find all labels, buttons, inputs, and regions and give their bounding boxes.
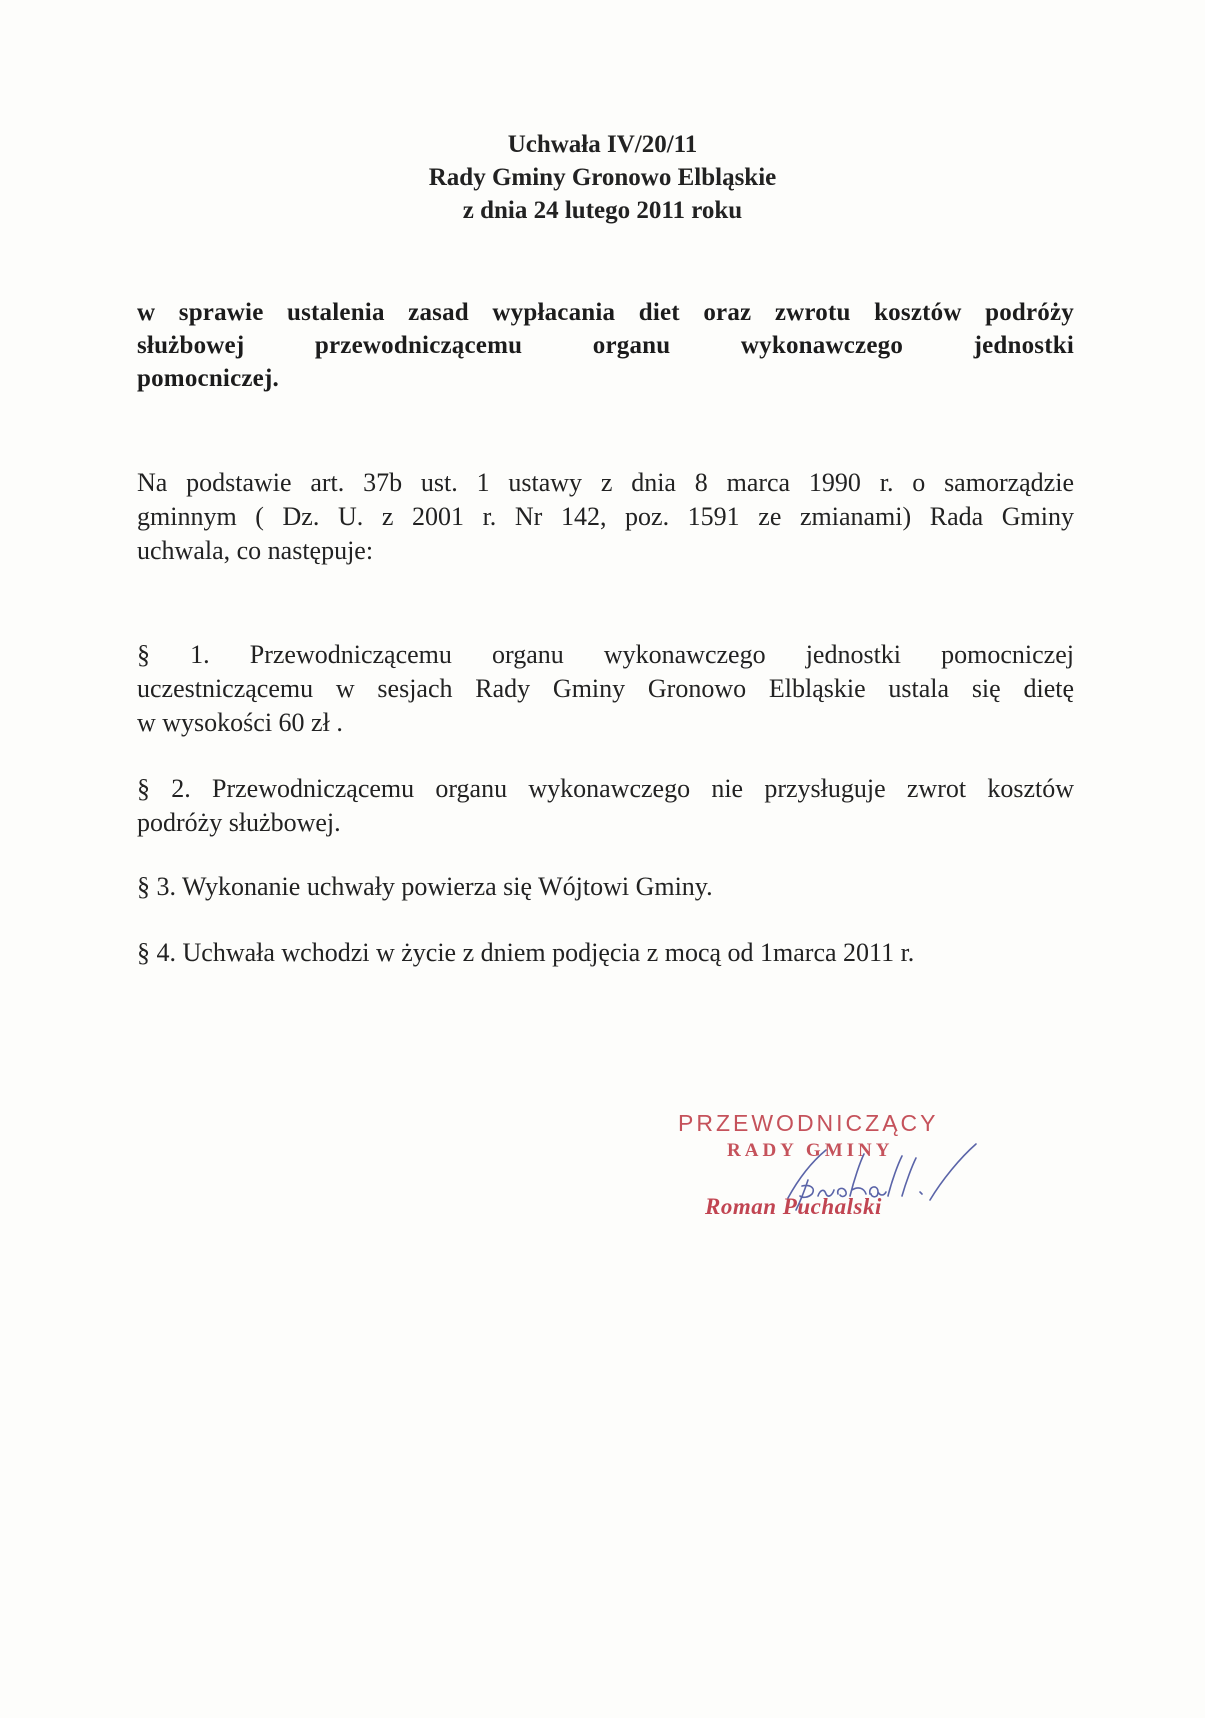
paragraph-2-line-2: podróży służbowej. [137,808,341,837]
resolution-subject [137,296,1074,395]
stamp-name: Roman Puchalski [705,1194,882,1219]
paragraph-3 [137,870,1074,904]
stamp-title: PRZEWODNICZĄCY [678,1110,939,1136]
stamp-body: RADY GMINY [727,1140,894,1161]
paragraph-1-line-3: w wysokości 60 zł . [137,708,343,737]
subject-line-2: służbowej przewodniczącemu organu wykonawczego jednostki [137,332,1074,359]
paragraph-3-line-1: § 3. Wykonanie uchwały powierza się Wójtowi Gminy. [137,872,713,901]
issuing-body: Rady Gminy Gronowo Elbląskie [428,164,777,191]
basis-line-2: gminnym ( Dz. U. z 2001 r. Nr 142, poz. 1591 ze zmianami) Rada Gminy [137,502,1074,531]
paragraph-1-line-2: uczestniczącemu w sesjach Rady Gminy Gronowo Elbląskie ustala się dietę [137,674,1074,703]
subject-line-1: w sprawie ustalenia zasad wypłacania diet oraz zwrotu kosztów podróży [137,299,1074,326]
legal-basis [137,466,1074,568]
paragraph-1 [137,638,1074,740]
basis-line-3: uchwala, co następuje: [137,536,374,565]
resolution-number: Uchwała IV/20/11 [507,131,698,158]
subject-line-3: pomocniczej. [137,365,279,392]
paragraph-1-line-1: § 1. Przewodniczącemu organu wykonawczego jednostki pomocniczej [137,640,1074,669]
paragraph-4 [137,936,1074,970]
paragraph-2-line-1: § 2. Przewodniczącemu organu wykonawczego nie przysługuje zwrot kosztów [137,774,1074,803]
resolution-header [0,128,1205,227]
basis-line-1: Na podstawie art. 37b ust. 1 ustawy z dnia 8 marca 1990 r. o samorządzie [137,468,1074,497]
signature-strokes [788,1144,976,1210]
paragraph-2 [137,772,1074,840]
paragraph-4-line-1: § 4. Uchwała wchodzi w życie z dniem podjęcia z mocą od 1marca 2011 r. [137,938,915,967]
resolution-date: z dnia 24 lutego 2011 roku [462,197,743,224]
handwritten-signature [780,1140,1000,1220]
